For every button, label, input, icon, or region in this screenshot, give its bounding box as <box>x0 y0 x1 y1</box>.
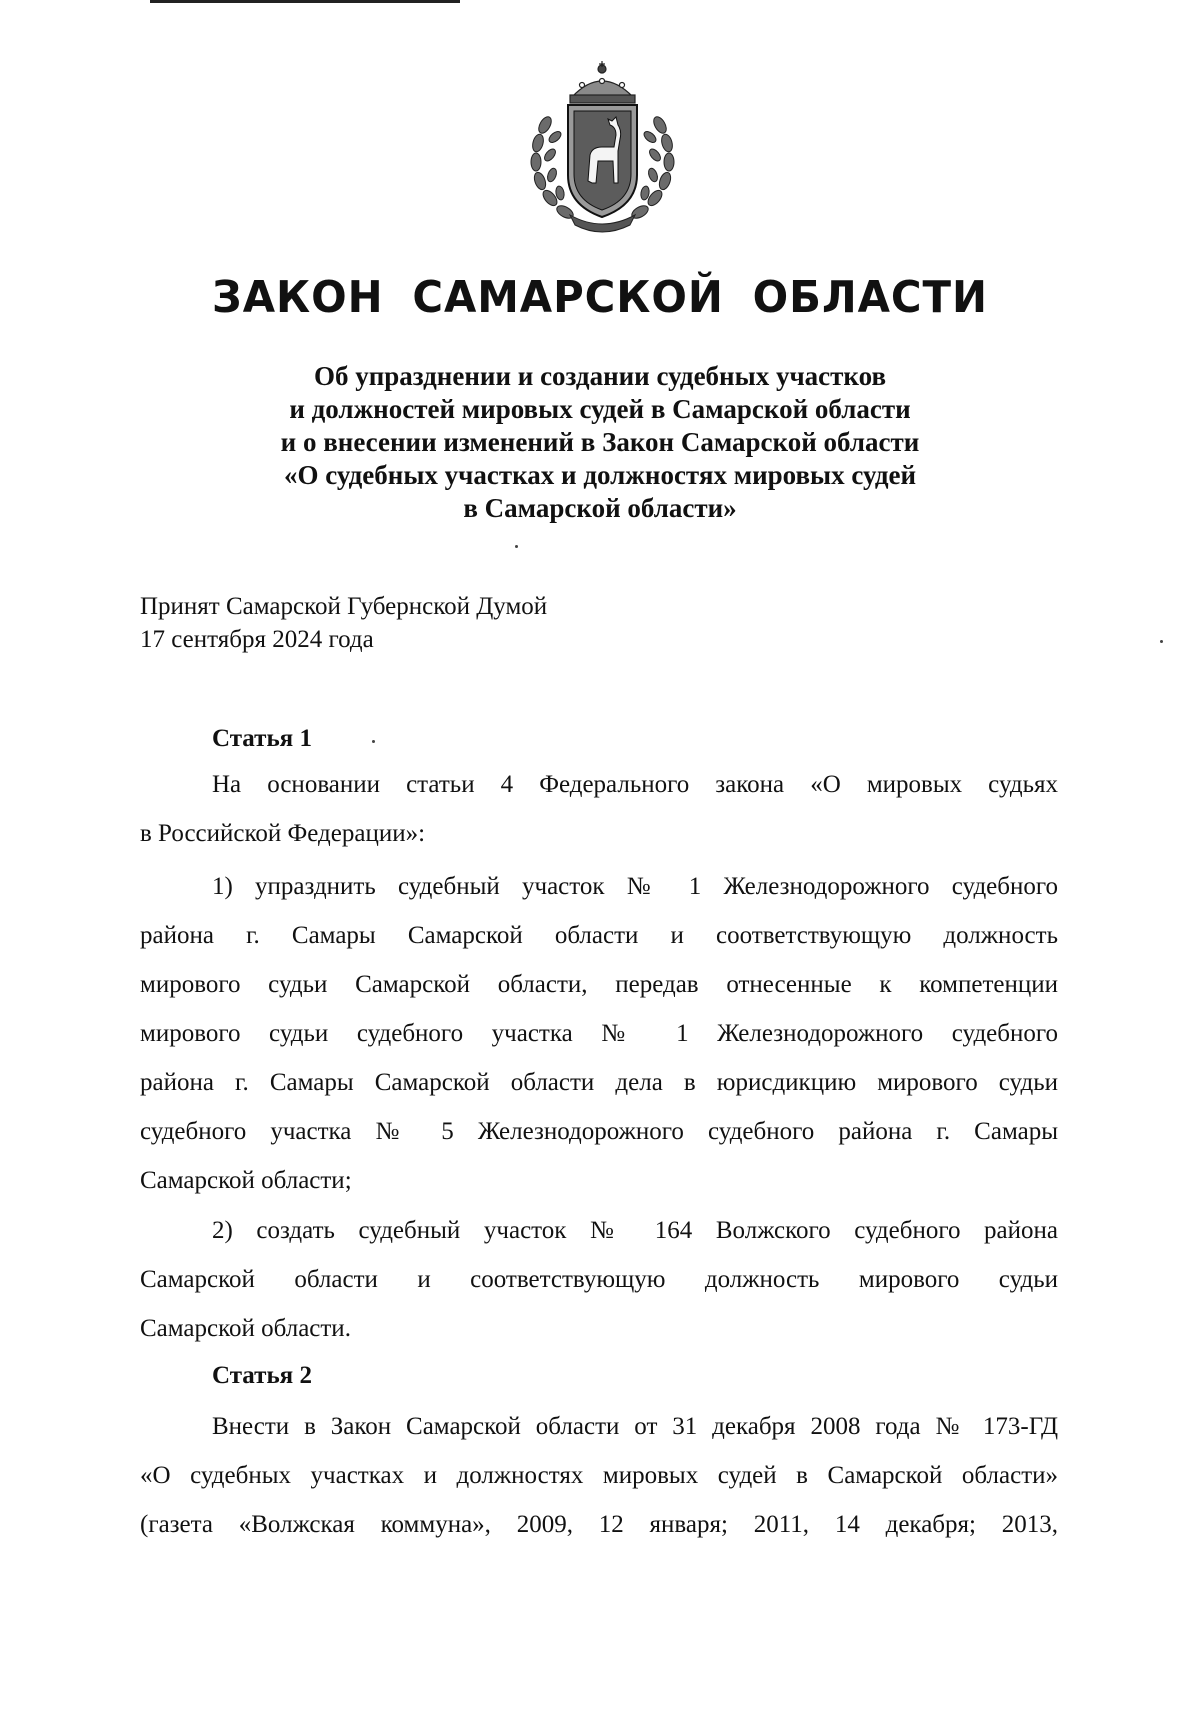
law-subtitle <box>0 360 1200 525</box>
subtitle-line: «О судебных участках и должностях мировых судей <box>283 460 917 490</box>
subtitle-line: и должностей мировых судей в Самарской области <box>289 394 911 424</box>
paragraph-line: в Российской Федерации»: <box>140 820 426 847</box>
article-1-heading: Статья 1 <box>212 725 312 752</box>
scan-edge-mark <box>150 0 460 3</box>
paragraph-line: На основании статьи 4 Федерального закона «О мировых судьях <box>212 771 1058 798</box>
paragraph-line: мирового судьи судебного участка № 1 Железнодорожного судебного <box>140 1020 1058 1047</box>
subtitle-line: и о внесении изменений в Закон Самарской области <box>280 427 920 457</box>
adoption-body: Принят Самарской Губернской Думой <box>140 593 548 620</box>
subtitle-line: в Самарской области» <box>463 493 737 523</box>
law-title: ЗАКОН САМАРСКОЙ ОБЛАСТИ <box>212 272 988 323</box>
article-2-text <box>140 1402 1058 1549</box>
article-1-item-2 <box>140 1206 1058 1353</box>
paragraph-line: Самарской области. <box>140 1315 351 1342</box>
samara-region-coat-of-arms-icon <box>510 55 695 240</box>
scan-speck <box>515 545 518 548</box>
paragraph-line: района г. Самары Самарской области и соответствующую должность <box>140 922 1058 949</box>
paragraph-line: мирового судьи Самарской области, передав отнесенные к компетенции <box>140 971 1058 998</box>
paragraph-line: Внести в Закон Самарской области от 31 декабря 2008 года № 173-ГД <box>212 1413 1058 1440</box>
article-1-intro <box>140 760 1058 858</box>
paragraph-line: 2) создать судебный участок № 164 Волжского судебного района <box>212 1217 1058 1244</box>
subtitle-line: Об упразднении и создании судебных участков <box>313 361 887 391</box>
paragraph-line: Самарской области; <box>140 1167 352 1194</box>
adoption-date: 17 сентября 2024 года <box>140 626 374 653</box>
scan-speck <box>372 740 375 743</box>
article-2-heading: Статья 2 <box>212 1362 312 1389</box>
paragraph-line: (газета «Волжская коммуна», 2009, 12 января; 2011, 14 декабря; 2013, <box>140 1511 1058 1538</box>
paragraph-line: Самарской области и соответствующую должность мирового судьи <box>140 1266 1058 1293</box>
paragraph-line: судебного участка № 5 Железнодорожного судебного района г. Самары <box>140 1118 1058 1145</box>
article-1-item-1 <box>140 862 1058 1205</box>
paragraph-line: «О судебных участках и должностях мировых судей в Самарской области» <box>140 1462 1058 1489</box>
adoption-info <box>140 590 547 656</box>
paragraph-line: района г. Самары Самарской области дела в юрисдикцию мирового судьи <box>140 1069 1058 1096</box>
paragraph-line: 1) упразднить судебный участок № 1 Железнодорожного судебного <box>212 873 1058 900</box>
scan-speck <box>1160 640 1163 643</box>
